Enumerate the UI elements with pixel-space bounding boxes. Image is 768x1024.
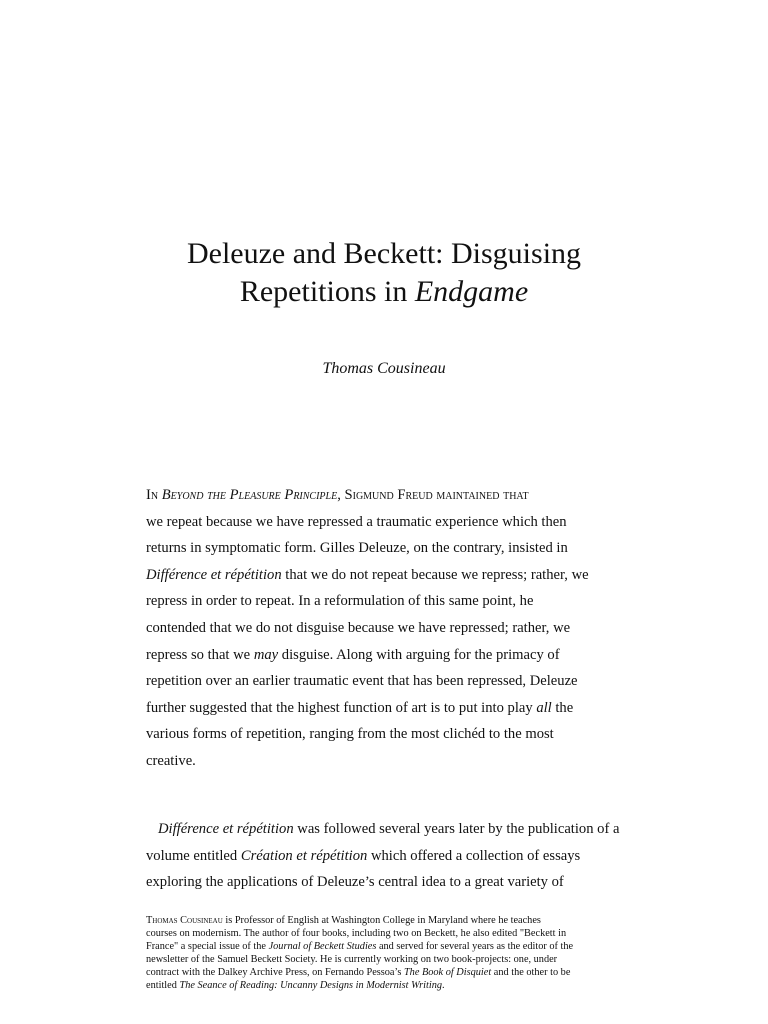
fn-t5-c: and the other to be [491, 967, 571, 978]
p1-line-7 [146, 642, 624, 669]
p1-l7-a: repress so that we [146, 646, 254, 663]
p1-l1-c: , Sigmund Freud maintained that [337, 487, 529, 503]
fn-t5-b: The Book of Disquiet [403, 967, 492, 978]
p1-line-6: contended that we do not disguise because we have repressed; rather, we [146, 619, 571, 636]
p1-l4-a: Différence et répétition [146, 566, 282, 583]
title-line-1: Deleuze and Beckett: Disguising [186, 237, 582, 270]
p1-line-2: we repeat because we have repressed a traumatic experience which then [146, 513, 567, 530]
fn-t1: is Professor of English at Washington College in Maryland where he teaches [222, 915, 541, 926]
p1-line-9 [146, 695, 624, 722]
fn-line-2: courses on modernism. The author of four books, including two on Beckett, he also edited "Beckett in [146, 928, 567, 939]
p1-l9-a: further suggested that the highest function of art is to put into play [146, 699, 537, 716]
fn-line-1 [146, 914, 626, 927]
p1-l9-c: the [551, 699, 574, 716]
fn-t6-b: The Seance of Reading: Uncanny Designs in Modernist Writing [179, 980, 442, 991]
p1-line-10: various forms of repetition, ranging from the most clichéd to the most [146, 726, 554, 743]
title-line-2-text: Repetitions in [239, 275, 415, 308]
p1-line-3: returns in symptomatic form. Gilles Deleuze, on the contrary, insisted in [146, 540, 568, 557]
p1-line-8: repetition over an earlier traumatic event that has been repressed, Deleuze [146, 673, 578, 690]
fn-t3-b: Journal of Beckett Studies [268, 941, 377, 952]
fn-t3-c: and served for several years as the editor of the [376, 941, 574, 952]
paragraph-2 [146, 816, 624, 896]
article-title [0, 235, 768, 311]
p1-line-5: repress in order to repeat. In a reformulation of this same point, he [146, 593, 534, 610]
p2-l1-b: was followed several years later by the publication of a [293, 821, 620, 837]
p2-line-2 [146, 843, 624, 870]
fn-t5-a: contract with the Dalkey Archive Press, on Fernando Pessoa’s [146, 967, 404, 978]
p2-l2-b: Création et répétition [240, 847, 368, 864]
fn-t6-a: entitled [146, 980, 180, 991]
fn-line-3 [146, 940, 626, 953]
p1-line-4 [146, 562, 624, 589]
paragraph-1 [146, 482, 624, 775]
p2-l2-a: volume entitled [146, 847, 241, 864]
p2-line-3: exploring the applications of Deleuze’s central idea to a great variety of [146, 874, 564, 891]
p1-l1-a: In [146, 487, 162, 503]
p2-l1-a: Différence et répétition [158, 821, 294, 837]
author-name: Thomas Cousineau [322, 360, 446, 377]
fn-line-6 [146, 979, 626, 992]
title-line-2 [0, 273, 768, 311]
author-bio-footnote [146, 914, 626, 992]
p1-l7-b: may [253, 646, 279, 663]
p1-l9-b: all [536, 699, 552, 716]
p1-line-11: creative. [146, 752, 196, 769]
fn-t6-c: . [442, 980, 445, 991]
fn-author-name: Thomas Cousineau [146, 915, 223, 926]
p1-l1-b: Beyond the Pleasure Principle [161, 487, 338, 503]
fn-line-5 [146, 966, 626, 979]
p2-l2-c: which offered a collection of essays [367, 847, 581, 864]
p1-l7-c: disguise. Along with arguing for the primacy of [278, 646, 560, 663]
p1-line-1 [146, 482, 624, 509]
fn-t3-a: France" a special issue of the [146, 941, 269, 952]
fn-line-4: newsletter of the Samuel Beckett Society. He is currently working on two book-projects: one, under [146, 954, 558, 965]
p2-line-1 [146, 816, 624, 843]
title-italic-work: Endgame [414, 275, 529, 308]
p1-l4-b: that we do not repeat because we repress; rather, we [281, 566, 589, 583]
